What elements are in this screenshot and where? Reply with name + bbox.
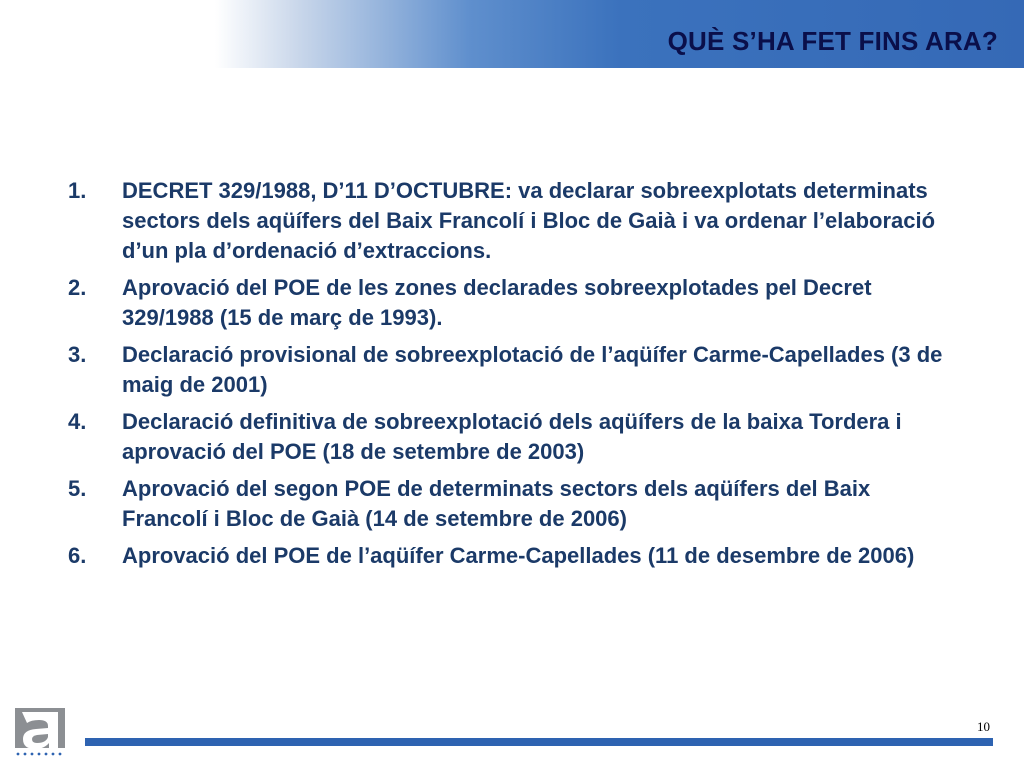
list-item [68, 273, 948, 333]
list-item-number: 5. [68, 476, 87, 501]
list-item [68, 407, 948, 467]
list-item [68, 541, 948, 571]
list-item-number: 3. [68, 342, 87, 367]
list-item-text: DECRET 329/1988, D’11 D’OCTUBRE: va declarar sobreexplotats determinats sectors dels aqüífers del Baix Francolí i Bloc de Gaià i va ordenar l’elaboració d’un pla d’ordenació d’extraccions. [122, 178, 936, 263]
list-item [68, 474, 948, 534]
agency-logo-icon [15, 708, 65, 758]
list-item-text: Declaració definitiva de sobreexplotació dels aqüífers de la baixa Tordera i aprovació del POE (18 de setembre de 2003) [122, 409, 902, 464]
list-item-number: 1. [68, 178, 87, 203]
list-item [68, 340, 948, 400]
list-item-number: 4. [68, 409, 87, 434]
list-item-number: 2. [68, 275, 87, 300]
list-item [68, 176, 948, 266]
list-item-text: Declaració provisional de sobreexplotació de l’aqüífer Carme-Capellades (3 de maig de 2001) [122, 342, 943, 397]
list-item-number: 6. [68, 543, 87, 568]
footer-divider [85, 738, 993, 746]
list-item-text: Aprovació del POE de les zones declarades sobreexplotades pel Decret 329/1988 (15 de març de 1993). [122, 275, 872, 330]
list-item-text: Aprovació del segon POE de determinats sectors dels aqüífers del Baix Francolí i Bloc de Gaià (14 de setembre de 2006) [122, 476, 871, 531]
list-item-text: Aprovació del POE de l’aqüífer Carme-Capellades (11 de desembre de 2006) [122, 543, 915, 568]
page-number: 10 [977, 719, 990, 734]
slide-title: QUÈ S’HA FET FINS ARA? [667, 26, 998, 56]
title-bar [0, 0, 1024, 68]
numbered-list [68, 176, 948, 578]
